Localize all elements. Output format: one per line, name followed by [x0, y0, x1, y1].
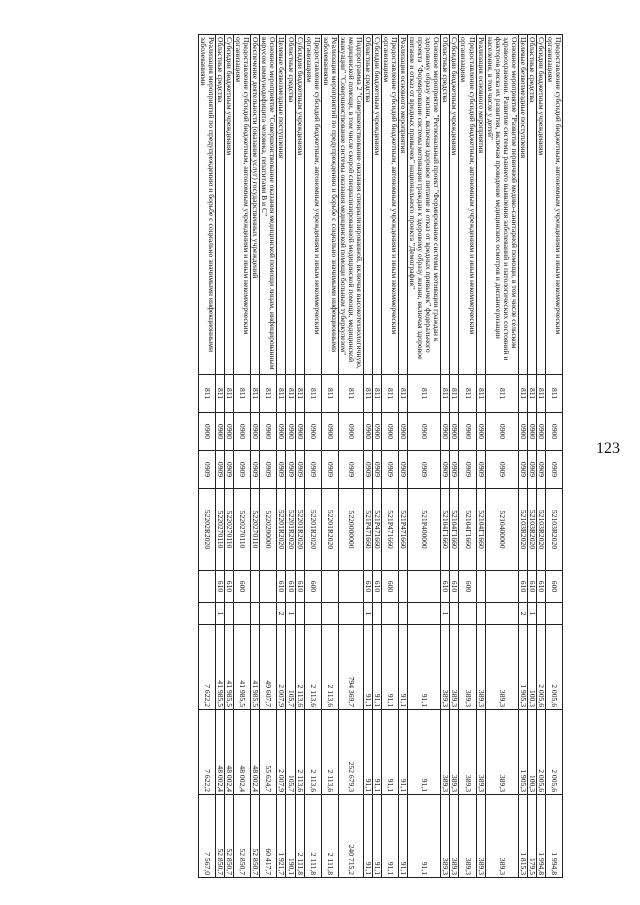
amount-year-1: 794 369,7 — [338, 625, 363, 710]
amount-year-2: 91,1 — [399, 710, 408, 795]
admin-code: 811 — [459, 375, 476, 413]
amount-year-3: 91,1 — [372, 795, 381, 878]
amount-year-3: 7 567,0 — [199, 795, 216, 878]
table-row — [286, 35, 295, 878]
target-article-code: 5220270110 — [225, 489, 234, 571]
expense-type-code: 610 — [295, 571, 304, 603]
target-article-code: 5220270110 — [251, 489, 260, 571]
section-code: 0900 — [295, 413, 304, 451]
amount-year-2: 48 002,4 — [216, 710, 225, 795]
section-code: 0900 — [527, 413, 536, 451]
expense-type-code: 600 — [382, 571, 399, 603]
expense-type-code: 610 — [518, 571, 527, 603]
expense-type-code — [476, 571, 485, 603]
subsection-code: 0909 — [225, 451, 234, 489]
amount-year-3: 1 921,7 — [277, 795, 286, 878]
funding-group-code — [295, 603, 304, 625]
amount-year-3: 1 815,3 — [518, 795, 527, 878]
admin-code: 811 — [485, 375, 518, 413]
amount-year-3: 52 850,7 — [234, 795, 251, 878]
amount-year-3: 1 994,8 — [536, 795, 545, 878]
admin-code: 811 — [199, 375, 216, 413]
target-article-code: 52104Г1660 — [441, 489, 450, 571]
table-row — [338, 35, 363, 878]
amount-year-2: 389,3 — [485, 710, 518, 795]
amount-year-2: 2 007,9 — [277, 710, 286, 795]
amount-year-1: 105,7 — [286, 625, 295, 710]
funding-group-code: 2 — [518, 603, 527, 625]
row-name: Подпрограмма 2 "Совершенствование оказания специализированной, включая высокотехнологичную, медицинской помощи, в том числе скорой специализированной медицинской помощи, медицинской эвакуации" "Совершенствование системы оказания медицинской помощи больным туберкулезом" — [338, 35, 363, 375]
table-row — [450, 35, 459, 878]
funding-group-code — [536, 603, 545, 625]
row-name: Субсидии бюджетным учреждениям — [450, 35, 459, 375]
section-code: 0900 — [408, 413, 441, 451]
subsection-code: 0909 — [260, 451, 277, 489]
row-name: Обеспечение деятельности (оказание услуг) государственных учреждений — [251, 35, 260, 375]
admin-code: 811 — [399, 375, 408, 413]
amount-year-3: 52 850,7 — [216, 795, 225, 878]
section-code: 0900 — [338, 413, 363, 451]
expense-type-code: 600 — [459, 571, 476, 603]
section-code: 0900 — [450, 413, 459, 451]
expense-type-code — [399, 571, 408, 603]
target-article-code: 52103R2020 — [545, 489, 562, 571]
amount-year-1: 2 005,6 — [545, 625, 562, 710]
subsection-code: 0909 — [234, 451, 251, 489]
amount-year-2: 7 622,2 — [199, 710, 216, 795]
admin-code: 811 — [545, 375, 562, 413]
funding-group-code — [485, 603, 518, 625]
target-article-code: 5220270110 — [234, 489, 251, 571]
amount-year-1: 91,1 — [408, 625, 441, 710]
funding-group-code — [399, 603, 408, 625]
amount-year-3: 2 111,8 — [304, 795, 321, 878]
funding-group-code: 1 — [441, 603, 450, 625]
amount-year-1: 2 113,6 — [295, 625, 304, 710]
subsection-code: 0909 — [527, 451, 536, 489]
funding-group-code — [251, 603, 260, 625]
target-article-code: 5210400000 — [485, 489, 518, 571]
subsection-code: 0909 — [372, 451, 381, 489]
admin-code: 811 — [338, 375, 363, 413]
funding-group-code: 1 — [286, 603, 295, 625]
target-article-code: 52201R2020 — [286, 489, 295, 571]
subsection-code: 0909 — [459, 451, 476, 489]
row-name: Предоставление субсидий бюджетным, автономным учреждениям и иным некоммерческим организациям — [382, 35, 399, 375]
expense-type-code: 610 — [441, 571, 450, 603]
amount-year-1: 2 005,6 — [536, 625, 545, 710]
row-name: Субсидии бюджетным учреждениям — [536, 35, 545, 375]
section-code: 0900 — [199, 413, 216, 451]
expense-type-code: 610 — [216, 571, 225, 603]
amount-year-1: 91,1 — [382, 625, 399, 710]
table-row — [399, 35, 408, 878]
admin-code: 811 — [321, 375, 338, 413]
funding-group-code — [545, 603, 562, 625]
amount-year-1: 2 113,6 — [321, 625, 338, 710]
amount-year-2: 2 005,6 — [545, 710, 562, 795]
amount-year-2: 2 113,6 — [321, 710, 338, 795]
row-name: Областные средства — [363, 35, 372, 375]
funding-group-code — [382, 603, 399, 625]
subsection-code: 0909 — [441, 451, 450, 489]
table-row — [225, 35, 234, 878]
amount-year-2: 91,1 — [372, 710, 381, 795]
amount-year-2: 100,3 — [527, 710, 536, 795]
row-name: Реализация основного мероприятия — [476, 35, 485, 375]
row-name: Областные средства — [216, 35, 225, 375]
amount-year-3: 389,3 — [485, 795, 518, 878]
funding-group-code: 1 — [216, 603, 225, 625]
subsection-code: 0909 — [251, 451, 260, 489]
target-article-code: 52103R2020 — [527, 489, 536, 571]
target-article-code: 521Р471660 — [372, 489, 381, 571]
subsection-code: 0909 — [476, 451, 485, 489]
budget-table — [198, 34, 563, 878]
funding-group-code — [450, 603, 459, 625]
amount-year-2: 389,3 — [476, 710, 485, 795]
section-code: 0900 — [545, 413, 562, 451]
target-article-code: 52201R2020 — [277, 489, 286, 571]
funding-group-code — [372, 603, 381, 625]
amount-year-2: 105,7 — [286, 710, 295, 795]
row-name: Целевые безвозмездные поступления — [277, 35, 286, 375]
funding-group-code — [321, 603, 338, 625]
expense-type-code: 610 — [527, 571, 536, 603]
funding-group-code — [225, 603, 234, 625]
expense-type-code — [199, 571, 216, 603]
amount-year-3: 389,3 — [450, 795, 459, 878]
section-code: 0900 — [372, 413, 381, 451]
amount-year-3: 1 994,8 — [545, 795, 562, 878]
amount-year-1: 2 113,6 — [304, 625, 321, 710]
subsection-code: 0909 — [304, 451, 321, 489]
admin-code: 811 — [251, 375, 260, 413]
table-row — [363, 35, 372, 878]
amount-year-1: 100,3 — [527, 625, 536, 710]
table-row — [476, 35, 485, 878]
target-article-code: 52103R2020 — [518, 489, 527, 571]
amount-year-2: 55 624,7 — [260, 710, 277, 795]
amount-year-3: 2 111,8 — [321, 795, 338, 878]
row-name: Субсидии бюджетным учреждениям — [295, 35, 304, 375]
expense-type-code — [408, 571, 441, 603]
subsection-code: 0909 — [485, 451, 518, 489]
admin-code: 811 — [304, 375, 321, 413]
expense-type-code: 610 — [536, 571, 545, 603]
admin-code: 811 — [536, 375, 545, 413]
row-name: Предоставление субсидий бюджетным, автономным учреждениям и иным некоммерческим организациям — [459, 35, 476, 375]
row-name: Реализация мероприятий по предупреждению и борьбе с социально значимыми инфекционными заболеваниями — [321, 35, 338, 375]
amount-year-2: 91,1 — [408, 710, 441, 795]
funding-group-code — [459, 603, 476, 625]
amount-year-1: 91,1 — [399, 625, 408, 710]
target-article-code: 52104Г1660 — [476, 489, 485, 571]
subsection-code: 0909 — [286, 451, 295, 489]
amount-year-2: 2 113,6 — [304, 710, 321, 795]
admin-code: 811 — [441, 375, 450, 413]
subsection-code: 0909 — [277, 451, 286, 489]
row-name: Областные средства — [527, 35, 536, 375]
section-code: 0900 — [304, 413, 321, 451]
admin-code: 811 — [295, 375, 304, 413]
target-article-code: 52202R2020 — [199, 489, 216, 571]
amount-year-3: 389,3 — [459, 795, 476, 878]
admin-code: 811 — [527, 375, 536, 413]
amount-year-1: 41 985,5 — [216, 625, 225, 710]
section-code: 0900 — [536, 413, 545, 451]
funding-group-code — [476, 603, 485, 625]
amount-year-3: 389,3 — [441, 795, 450, 878]
amount-year-2: 2 005,6 — [536, 710, 545, 795]
amount-year-2: 2 113,6 — [295, 710, 304, 795]
subsection-code: 0909 — [545, 451, 562, 489]
amount-year-2: 389,3 — [441, 710, 450, 795]
funding-group-code — [234, 603, 251, 625]
amount-year-1: 7 622,2 — [199, 625, 216, 710]
admin-code: 811 — [382, 375, 399, 413]
subsection-code: 0909 — [338, 451, 363, 489]
expense-type-code — [485, 571, 518, 603]
section-code: 0900 — [260, 413, 277, 451]
funding-group-code — [338, 603, 363, 625]
row-name: Предоставление субсидий бюджетным, автономным учреждениям и иным некоммерческим организациям — [545, 35, 562, 375]
subsection-code: 0909 — [216, 451, 225, 489]
subsection-code: 0909 — [199, 451, 216, 489]
section-code: 0900 — [485, 413, 518, 451]
expense-type-code — [321, 571, 338, 603]
budget-table-sheet — [75, 34, 563, 877]
target-article-code: 521Р471660 — [399, 489, 408, 571]
section-code: 0900 — [382, 413, 399, 451]
target-article-code: 5220200000 — [260, 489, 277, 571]
table-row — [441, 35, 450, 878]
subsection-code: 0909 — [450, 451, 459, 489]
page-number: 123 — [596, 440, 620, 457]
amount-year-1: 41 985,5 — [234, 625, 251, 710]
amount-year-2: 389,3 — [450, 710, 459, 795]
table-row — [295, 35, 304, 878]
amount-year-2: 48 002,4 — [251, 710, 260, 795]
funding-group-code: 1 — [363, 603, 372, 625]
amount-year-2: 91,1 — [382, 710, 399, 795]
section-code: 0900 — [286, 413, 295, 451]
row-name: Основное мероприятие "Совершенствование оказания медицинской помощи лицам, инфицированным вирусом иммунодефицита человека, гепатитами B и C" — [260, 35, 277, 375]
expense-type-code: 610 — [277, 571, 286, 603]
target-article-code: 521Р471660 — [363, 489, 372, 571]
section-code: 0900 — [277, 413, 286, 451]
amount-year-1: 389,3 — [450, 625, 459, 710]
admin-code: 811 — [476, 375, 485, 413]
table-row — [260, 35, 277, 878]
expense-type-code — [338, 571, 363, 603]
expense-type-code: 600 — [234, 571, 251, 603]
section-code: 0900 — [459, 413, 476, 451]
target-article-code: 52201R2020 — [295, 489, 304, 571]
section-code: 0900 — [363, 413, 372, 451]
row-name: Целевые безвозмездные поступления — [518, 35, 527, 375]
funding-group-code — [199, 603, 216, 625]
amount-year-3: 60 417,7 — [260, 795, 277, 878]
expense-type-code: 600 — [304, 571, 321, 603]
amount-year-1: 389,3 — [476, 625, 485, 710]
table-row — [408, 35, 441, 878]
target-article-code: 52104Г1660 — [450, 489, 459, 571]
admin-code: 811 — [286, 375, 295, 413]
amount-year-3: 52 850,7 — [251, 795, 260, 878]
amount-year-3: 190,1 — [286, 795, 295, 878]
table-row — [199, 35, 216, 878]
funding-group-code — [304, 603, 321, 625]
subsection-code: 0909 — [382, 451, 399, 489]
amount-year-1: 389,3 — [459, 625, 476, 710]
expense-type-code — [260, 571, 277, 603]
amount-year-3: 240 715,2 — [338, 795, 363, 878]
amount-year-3: 52 850,7 — [225, 795, 234, 878]
amount-year-1: 1 905,3 — [518, 625, 527, 710]
row-name: Предоставление субсидий бюджетным, автономным учреждениям и иным некоммерческим организациям — [234, 35, 251, 375]
admin-code: 811 — [408, 375, 441, 413]
target-article-code: 521Р400000 — [408, 489, 441, 571]
target-article-code: 5220000000 — [338, 489, 363, 571]
table-row — [536, 35, 545, 878]
admin-code: 811 — [372, 375, 381, 413]
amount-year-1: 389,3 — [441, 625, 450, 710]
subsection-code: 0909 — [408, 451, 441, 489]
amount-year-3: 179,5 — [527, 795, 536, 878]
funding-group-code — [260, 603, 277, 625]
amount-year-3: 389,3 — [476, 795, 485, 878]
admin-code: 811 — [216, 375, 225, 413]
section-code: 0900 — [225, 413, 234, 451]
amount-year-1: 2 007,9 — [277, 625, 286, 710]
subsection-code: 0909 — [363, 451, 372, 489]
table-row — [321, 35, 338, 878]
row-name: Областные средства — [441, 35, 450, 375]
amount-year-3: 91,1 — [382, 795, 399, 878]
row-name: Предоставление субсидий бюджетным, автономным учреждениям и иным некоммерческим организациям — [304, 35, 321, 375]
row-name: Основное мероприятие "Региональный проект "Формирование системы мотивации граждан к здоровому образу жизни, включая здоровое питание и отказ от вредных привычек" федерального проекта "Формирование системы мотивации граждан к здоровому образу жизни, включая здоровое питание и отказ от вредных привычек" национального проекта "Демография" — [408, 35, 441, 375]
amount-year-1: 41 985,5 — [225, 625, 234, 710]
admin-code: 811 — [234, 375, 251, 413]
target-article-code: 52201R2020 — [304, 489, 321, 571]
section-code: 0900 — [399, 413, 408, 451]
section-code: 0900 — [251, 413, 260, 451]
amount-year-2: 1 905,3 — [518, 710, 527, 795]
section-code: 0900 — [518, 413, 527, 451]
table-row — [304, 35, 321, 878]
subsection-code: 0909 — [295, 451, 304, 489]
amount-year-2: 389,3 — [459, 710, 476, 795]
expense-type-code: 610 — [372, 571, 381, 603]
amount-year-1: 49 607,7 — [260, 625, 277, 710]
section-code: 0900 — [476, 413, 485, 451]
amount-year-1: 91,1 — [363, 625, 372, 710]
amount-year-2: 252 679,3 — [338, 710, 363, 795]
expense-type-code: 610 — [363, 571, 372, 603]
table-row — [459, 35, 476, 878]
subsection-code: 0909 — [518, 451, 527, 489]
table-row — [545, 35, 562, 878]
expense-type-code — [251, 571, 260, 603]
table-row — [527, 35, 536, 878]
table-row — [277, 35, 286, 878]
target-article-code: 521Р471660 — [382, 489, 399, 571]
row-name: Субсидии бюджетным учреждениям — [225, 35, 234, 375]
row-name: Реализация мероприятий по предупреждению и борьбе с социально значимыми инфекционными заболеваниями — [199, 35, 216, 375]
admin-code: 811 — [225, 375, 234, 413]
table-row — [485, 35, 518, 878]
funding-group-code — [408, 603, 441, 625]
target-article-code: 52104Г1660 — [459, 489, 476, 571]
row-name: Субсидии бюджетным учреждениям — [372, 35, 381, 375]
expense-type-code: 610 — [450, 571, 459, 603]
amount-year-2: 91,1 — [363, 710, 372, 795]
section-code: 0900 — [216, 413, 225, 451]
row-name: Областные средства — [286, 35, 295, 375]
table-row — [382, 35, 399, 878]
table-row — [234, 35, 251, 878]
funding-group-code: 1 — [527, 603, 536, 625]
subsection-code: 0909 — [399, 451, 408, 489]
section-code: 0900 — [321, 413, 338, 451]
amount-year-1: 389,3 — [485, 625, 518, 710]
row-name: Основное мероприятие "Развитие первичной медико-санитарной помощи, в том числе сельском здравоохранении. Развитие системы раннего выявления заболеваний и патологических состояний и факторов риска их развития, включая проведение медицинских осмотров и диспансеризации населения, в том числе у детей" — [485, 35, 518, 375]
amount-year-1: 41 985,5 — [251, 625, 260, 710]
amount-year-1: 91,1 — [372, 625, 381, 710]
expense-type-code: 610 — [225, 571, 234, 603]
table-row — [518, 35, 527, 878]
admin-code: 811 — [363, 375, 372, 413]
table-row — [251, 35, 260, 878]
section-code: 0900 — [441, 413, 450, 451]
admin-code: 811 — [518, 375, 527, 413]
expense-type-code: 600 — [545, 571, 562, 603]
amount-year-3: 91,1 — [399, 795, 408, 878]
admin-code: 811 — [260, 375, 277, 413]
target-article-code: 52201R2020 — [321, 489, 338, 571]
section-code: 0900 — [234, 413, 251, 451]
subsection-code: 0909 — [536, 451, 545, 489]
target-article-code: 5220270110 — [216, 489, 225, 571]
amount-year-3: 91,1 — [408, 795, 441, 878]
amount-year-3: 2 111,8 — [295, 795, 304, 878]
admin-code: 811 — [277, 375, 286, 413]
expense-type-code: 610 — [286, 571, 295, 603]
row-name: Реализация основного мероприятия — [399, 35, 408, 375]
amount-year-3: 91,1 — [363, 795, 372, 878]
target-article-code: 52103R2020 — [536, 489, 545, 571]
table-row — [372, 35, 381, 878]
subsection-code: 0909 — [321, 451, 338, 489]
admin-code: 811 — [450, 375, 459, 413]
funding-group-code: 2 — [277, 603, 286, 625]
amount-year-2: 48 002,4 — [234, 710, 251, 795]
table-row — [216, 35, 225, 878]
amount-year-2: 48 002,4 — [225, 710, 234, 795]
